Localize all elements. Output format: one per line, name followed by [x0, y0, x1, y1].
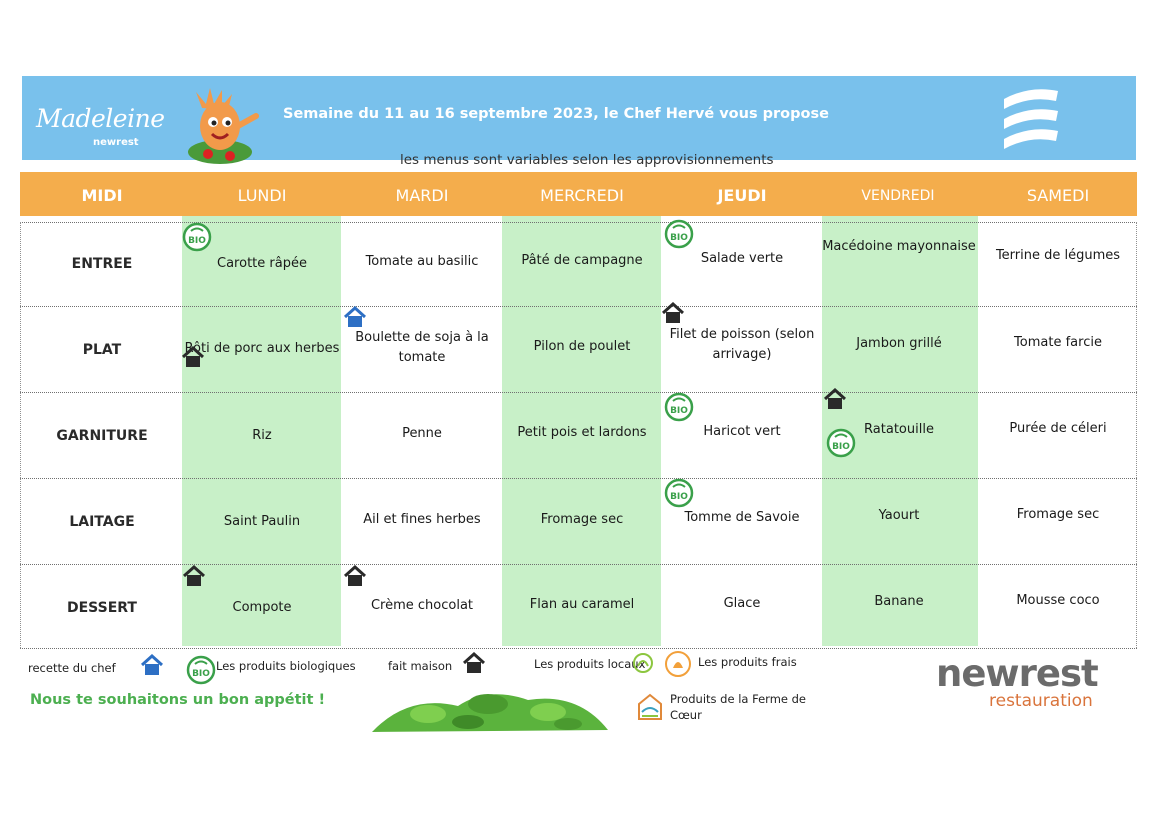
menu-cell: Pâté de campagne: [521, 253, 643, 268]
menu-cell: Ratatouille: [864, 422, 934, 437]
menu-cell: Riz: [252, 428, 272, 443]
menu-cell: Jambon grillé: [856, 336, 942, 351]
newrest-logo-sub: restauration: [989, 691, 1093, 711]
menu-cell: Fromage sec: [540, 512, 624, 527]
svg-text:BIO: BIO: [670, 406, 688, 416]
menu-cell: Filet de poisson (selon arrivage): [669, 327, 815, 362]
legend-frais-label: Les produits frais: [698, 655, 797, 669]
svg-text:BIO: BIO: [192, 669, 210, 679]
header-day: VENDREDI: [861, 188, 935, 204]
bio-badge-icon: [664, 478, 694, 508]
brand-logo: Madeleine: [36, 104, 165, 133]
newrest-logo: newrest: [936, 652, 1098, 695]
fait-maison-house-icon: [661, 302, 685, 324]
row-label: LAITAGE: [69, 514, 135, 530]
svg-text:BIO: BIO: [832, 442, 850, 452]
menu-cell: Flan au caramel: [529, 597, 635, 612]
menu-cell: Macédoine mayonnaise: [822, 239, 976, 254]
fresh-products-icon: [664, 648, 692, 680]
fait-maison-house-icon: [182, 565, 206, 587]
menu-cell: Purée de céleri: [1009, 421, 1107, 436]
header-corner: MIDI: [81, 186, 123, 205]
newrest-stripes-icon: [1000, 85, 1062, 151]
menu-cell: Mousse coco: [1016, 593, 1100, 608]
page-title: Semaine du 11 au 16 septembre 2023, le Chef Hervé vous propose: [283, 106, 829, 122]
header-day: MERCREDI: [540, 186, 624, 205]
menu-cell: Glace: [723, 596, 761, 611]
header-day: JEUDI: [717, 186, 767, 205]
menu-cell: Tomme de Savoie: [684, 510, 800, 525]
page-subtitle: les menus sont variables selon les approvisionnements: [400, 152, 774, 168]
menu-cell: Salade verte: [700, 251, 784, 266]
fait-maison-house-icon: [343, 565, 367, 587]
ferme-de-coeur-icon: [636, 692, 664, 722]
header-day: SAMEDI: [1026, 186, 1090, 205]
menu-cell: Banane: [874, 594, 924, 609]
legend-recette-label: recette du chef: [28, 661, 116, 675]
grid-line: [20, 648, 1137, 649]
bio-badge-icon: [186, 655, 216, 685]
legend-maison-label: fait maison: [388, 659, 453, 673]
menu-cell: Haricot vert: [703, 424, 781, 439]
bio-badge-icon: [826, 428, 856, 458]
bon-appetit-message: Nous te souhaitons un bon appétit !: [30, 692, 326, 708]
menu-cell: Penne: [402, 426, 442, 441]
menu-cell: Pilon de poulet: [533, 339, 631, 354]
svg-text:BIO: BIO: [670, 233, 688, 243]
grid-line: [20, 392, 1137, 393]
grid-line: [20, 222, 21, 648]
row-label: PLAT: [82, 342, 122, 358]
menu-cell: Yaourt: [878, 508, 920, 523]
legend-ferme-label: Produits de la Ferme de Cœur: [670, 692, 807, 722]
grid-line: [20, 478, 1137, 479]
legend-locaux-label: Les produits locaux: [534, 657, 646, 671]
menu-cell: Compote: [232, 600, 292, 615]
header-day: LUNDI: [237, 186, 287, 205]
menu-cell: Rôti de porc aux herbes: [184, 341, 340, 356]
recette-chef-house-icon: [343, 306, 367, 328]
mascot-icon: [180, 86, 262, 168]
menu-cell: Saint Paulin: [223, 514, 301, 529]
fait-maison-house-icon: [462, 652, 486, 674]
menu-cell: Carotte râpée: [217, 256, 307, 271]
legend-bio-label: Les produits biologiques: [216, 659, 356, 673]
bio-badge-icon: [664, 392, 694, 422]
row-label: GARNITURE: [56, 428, 148, 444]
menu-cell: Crème chocolat: [370, 598, 474, 613]
local-products-icon: [632, 652, 654, 674]
svg-text:BIO: BIO: [670, 492, 688, 502]
bio-badge-icon: [664, 219, 694, 249]
menu-cell: Tomate au basilic: [365, 254, 479, 269]
svg-text:BIO: BIO: [188, 236, 206, 246]
brand-sub-logo: newrest: [93, 137, 139, 148]
row-label: ENTREE: [71, 256, 133, 272]
menu-cell: Ail et fines herbes: [363, 512, 481, 527]
fait-maison-house-icon: [181, 346, 205, 368]
grid-line: [20, 306, 1137, 307]
header-day: MARDI: [395, 186, 449, 205]
menu-cell: Petit pois et lardons: [517, 425, 647, 440]
menu-cell: Terrine de légumes: [995, 248, 1121, 263]
row-label: DESSERT: [67, 600, 137, 616]
recette-chef-house-icon: [140, 654, 164, 676]
leaves-illustration-icon: [368, 684, 612, 734]
bio-badge-icon: [182, 222, 212, 252]
fait-maison-house-icon: [823, 388, 847, 410]
menu-cell: Fromage sec: [1016, 507, 1100, 522]
menu-cell: Boulette de soja à la tomate: [355, 330, 489, 365]
menu-cell: Tomate farcie: [1014, 335, 1102, 350]
